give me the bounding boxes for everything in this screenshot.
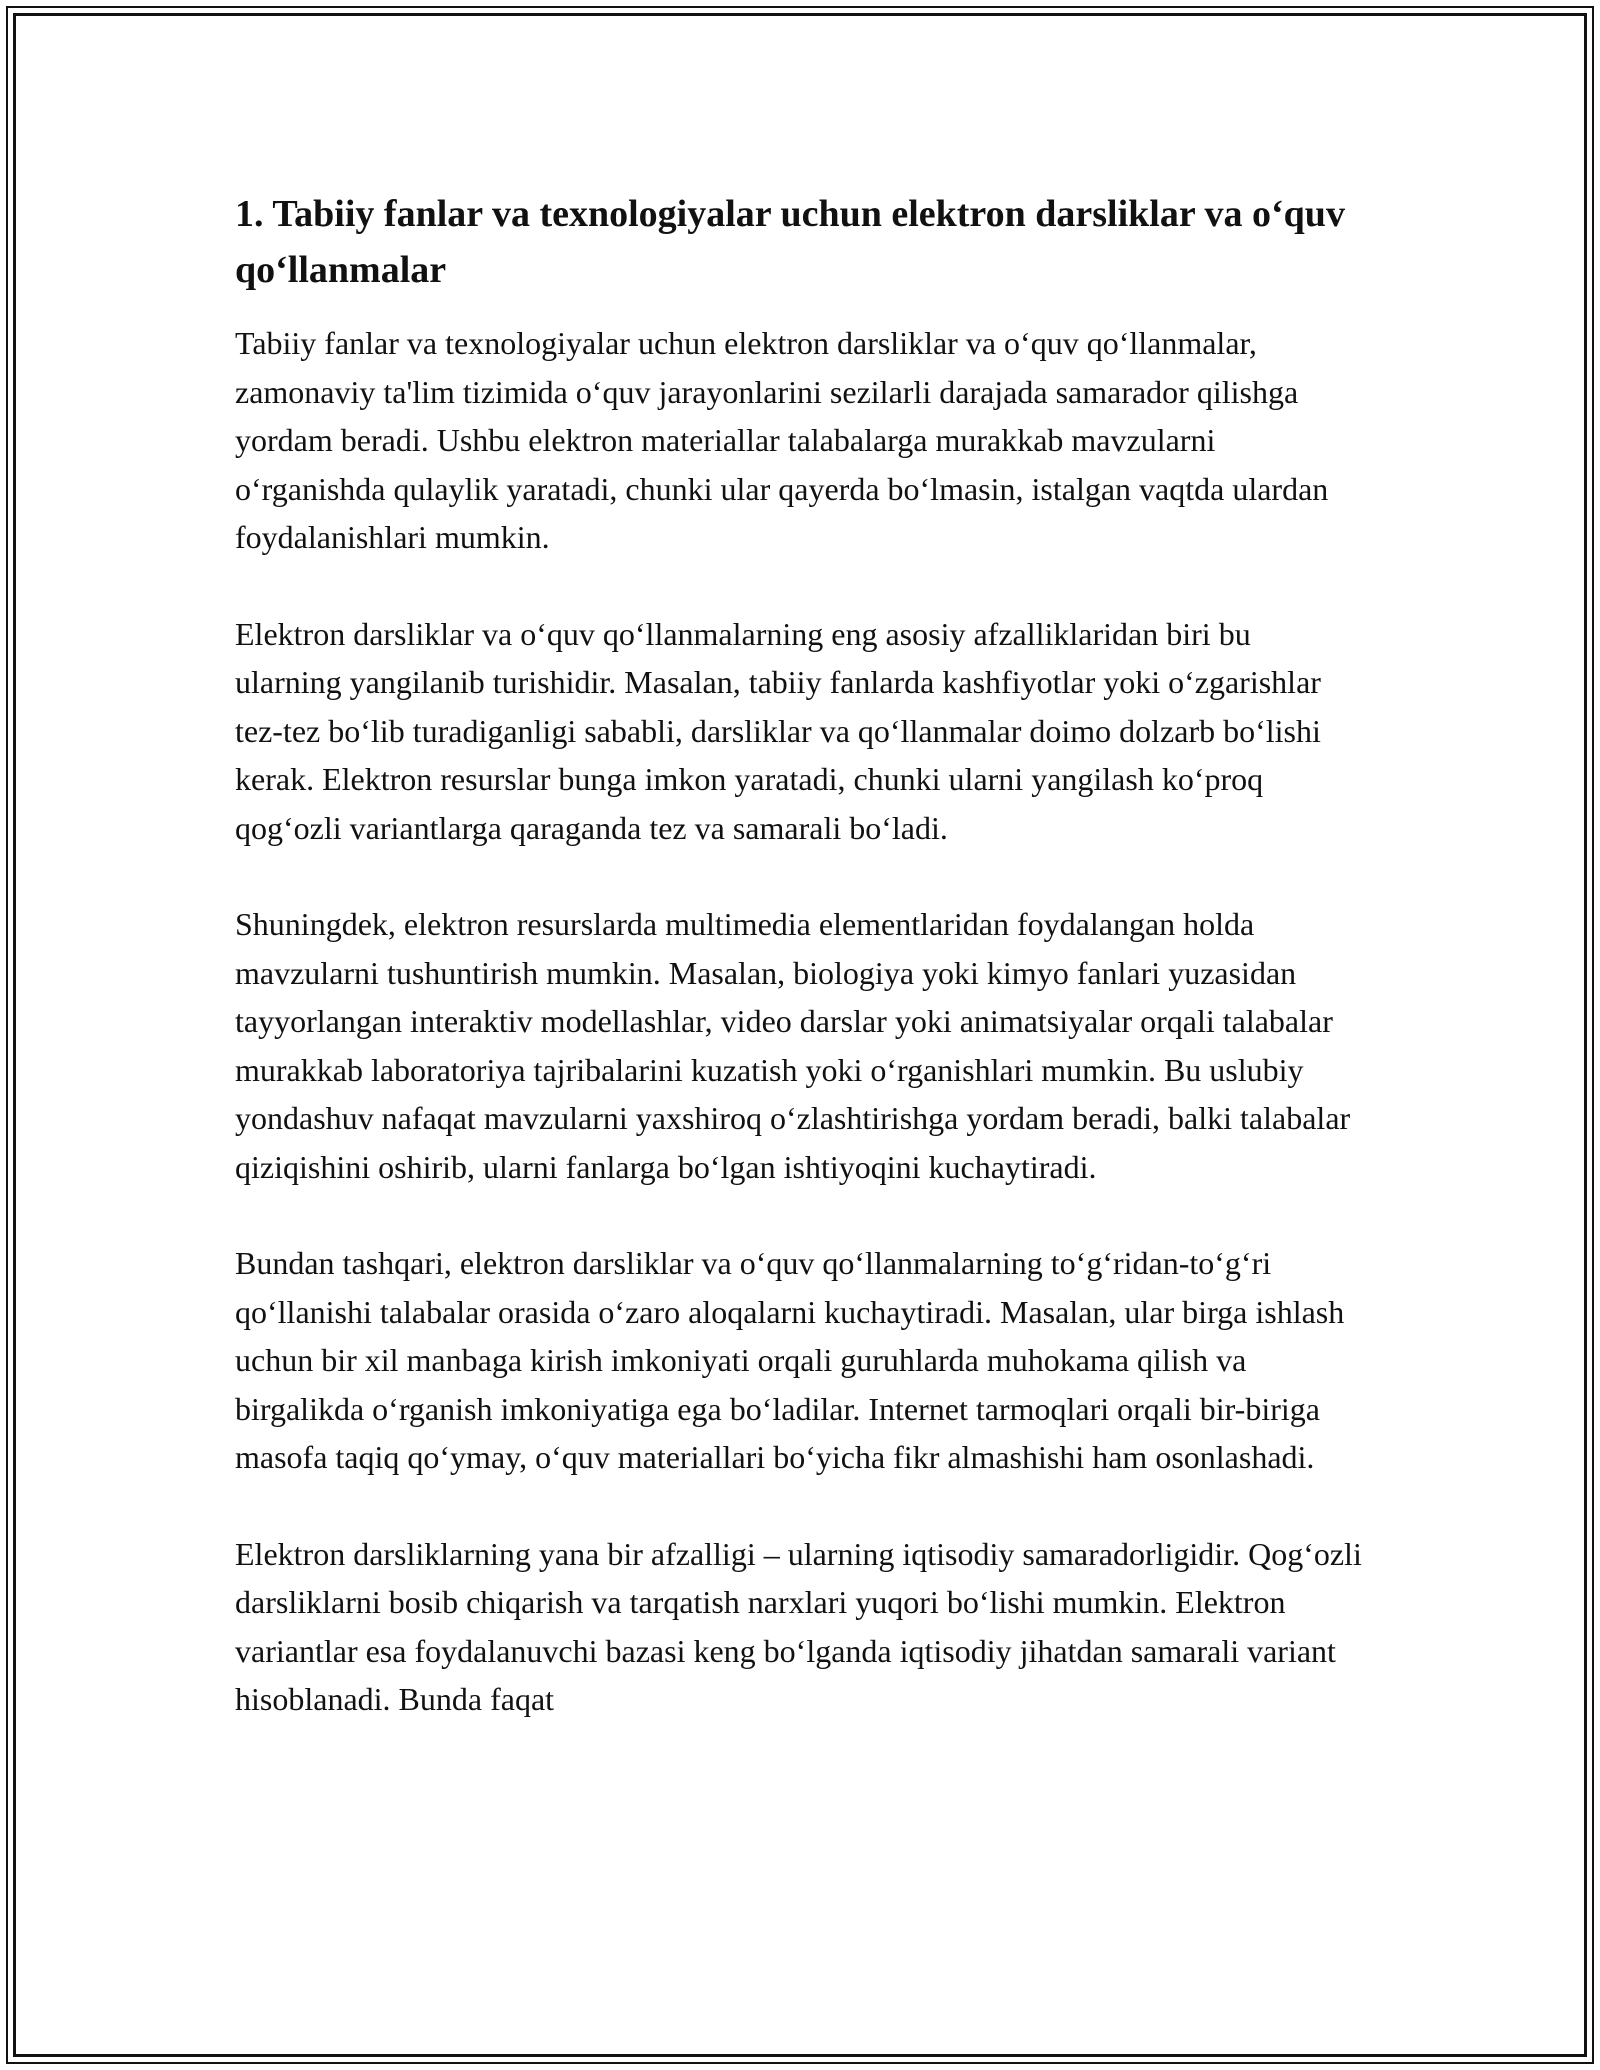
paragraph-3: Shuningdek, elektron resurslarda multimedia elementlaridan foydalangan holda mavzularni tushuntirish mumkin. Masalan, biologiya yoki kimyo fanlari yuzasidan tayyorlangan interaktiv modellashlar, video darslar yoki animatsiyalar orqali talabalar murakkab laboratoriya tajribalarini kuzatish yoki o‘rganishlari mumkin. Bu uslubiy yondashuv nafaqat mavzularni yaxshiroq o‘zlashtirishga yordam beradi, balki talabalar qiziqishini oshirib, ularni fanlarga bo‘lgan ishtiyoqini kuchaytiradi. [235,906,1351,1185]
paragraph-2: Elektron darsliklar va o‘quv qo‘llanmalarning eng asosiy afzalliklaridan biri bu ularning yangilanib turishidir. Masalan, tabiiy fanlarda kashfiyotlar yoki o‘zgarishlar tez-tez bo‘lib turadiganligi sababli, darsliklar va qo‘llanmalar doimo dolzarb bo‘lishi kerak. Elektron resurslar bunga imkon yaratadi, chunki ularni yangilash ko‘proq qog‘ozli variantlarga qaraganda tez va samarali bo‘ladi. [235,615,1321,846]
document-body [235,186,1365,1772]
paragraph-5: Elektron darsliklarning yana bir afzalligi – ularning iqtisodiy samaradorligidir. Qog‘ozli darsliklarni bosib chiqarish va tarqatish narxlari yuqori bo‘lishi mumkin. Elektron variantlar esa foydalanuvchi bazasi keng bo‘lganda iqtisodiy jihatdan samarali variant hisoblanadi. Bunda faqat [235,1535,1362,1717]
section-heading: 1. Tabiiy fanlar va texnologiyalar uchun elektron darsliklar va o‘quv qo‘llanmalar [235,193,1345,291]
paragraph-4: Bundan tashqari, elektron darsliklar va o‘quv qo‘llanmalarning to‘g‘ridan-to‘g‘ri qo‘llanishi talabalar orasida o‘zaro aloqalarni kuchaytiradi. Masalan, ular birga ishlash uchun bir xil manbaga kirish imkoniyati orqali guruhlarda muhokama qilish va birgalikda o‘rganish imkoniyatiga ega bo‘ladilar. Internet tarmoqlari orqali bir-biriga masofa taqiq qo‘ymay, o‘quv materiallari bo‘yicha fikr almashishi ham osonlashadi. [235,1245,1345,1475]
paragraph-1: Tabiiy fanlar va texnologiyalar uchun elektron darsliklar va o‘quv qo‘llanmalar, zamonaviy ta'lim tizimida o‘quv jarayonlarini sezilarli darajada samarador qilishga yordam beradi. Ushbu elektron materiallar talabalarga murakkab mavzularni o‘rganishda qulaylik yaratadi, chunki ular qayerda bo‘lmasin, istalgan vaqtda ulardan foydalanishlari mumkin. [235,325,1329,555]
